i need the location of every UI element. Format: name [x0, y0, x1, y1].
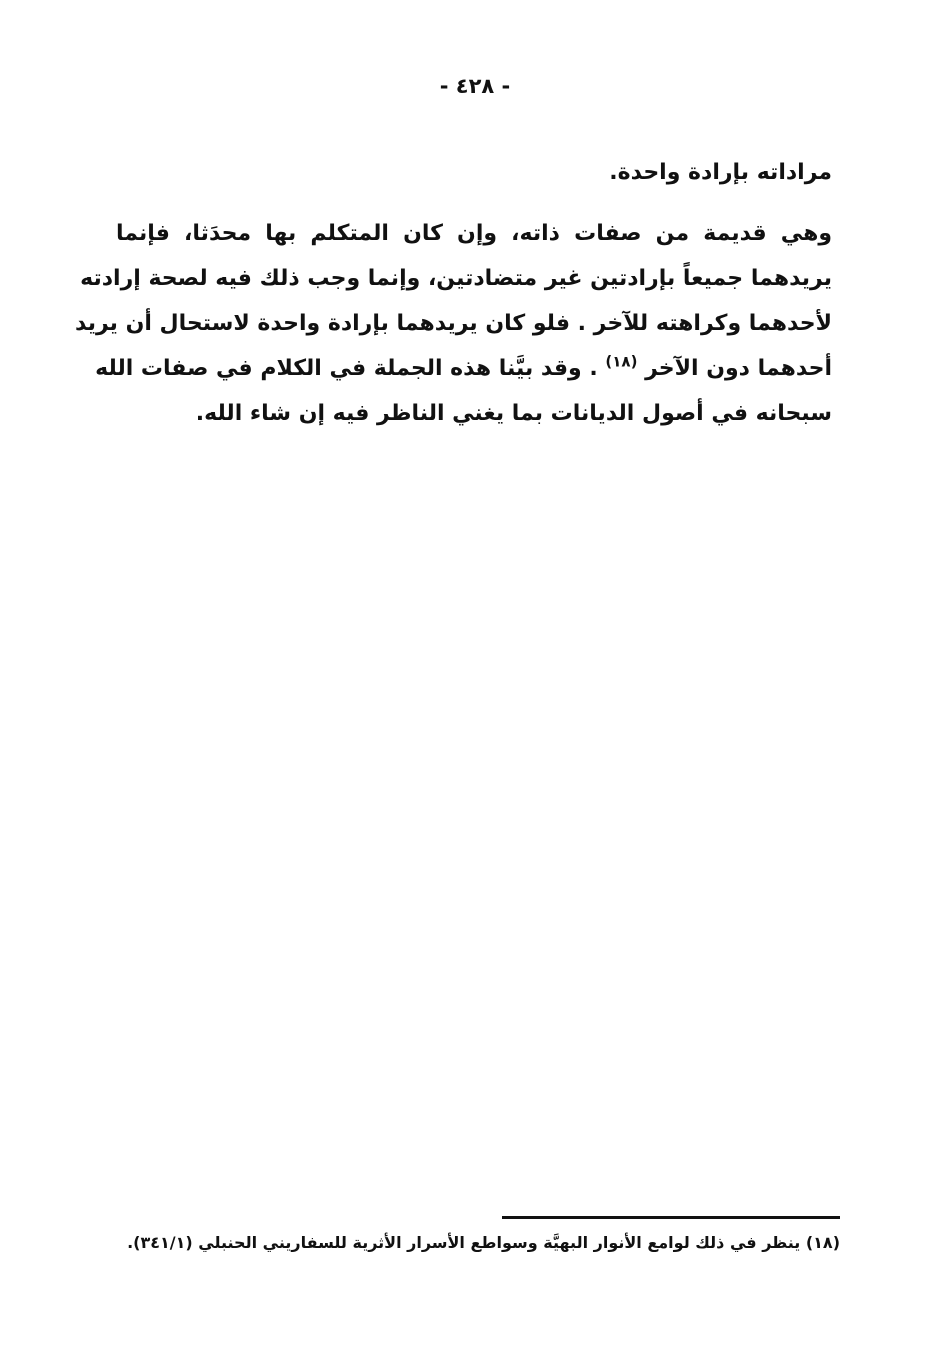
footnote-divider: [502, 1216, 840, 1219]
main-paragraph: [75, 211, 832, 436]
text-line: سبحانه في أصول الديانات بما يغني الناظر فيه إن شاء الله.: [195, 401, 832, 426]
footnote: (١٨) ينظر في ذلك لوامع الأنوار البهيَّة وسواطع الأسرار الأثرية للسفاريني الحنبلي (٣٤١/١).: [127, 1233, 840, 1252]
text-segment: أحدهما دون الآخر: [645, 356, 832, 381]
page-number: - ٤٢٨ -: [439, 74, 511, 98]
text-line: وهي قديمة من صفات ذاته، وإن كان المتكلم بها محدَثا، فإنما: [116, 221, 832, 246]
text-line: لأحدهما وكراهته للآخر . فلو كان يريدهما بإرادة واحدة لاستحال أن يريد: [75, 311, 832, 336]
text-segment: . وقد بيَّنا هذه الجملة في الكلام في صفات الله: [95, 356, 598, 381]
text-line-with-footnote-ref: [95, 346, 832, 391]
footnote-reference[interactable]: (١٨): [605, 352, 638, 371]
text-line: مراداته بإرادة واحدة.: [609, 160, 832, 185]
continuation-paragraph: [116, 150, 832, 195]
text-line: يريدهما جميعاً بإرادتين غير متضادتين، وإنما وجب ذلك فيه لصحة إرادته: [80, 266, 832, 291]
main-text: [75, 150, 832, 436]
